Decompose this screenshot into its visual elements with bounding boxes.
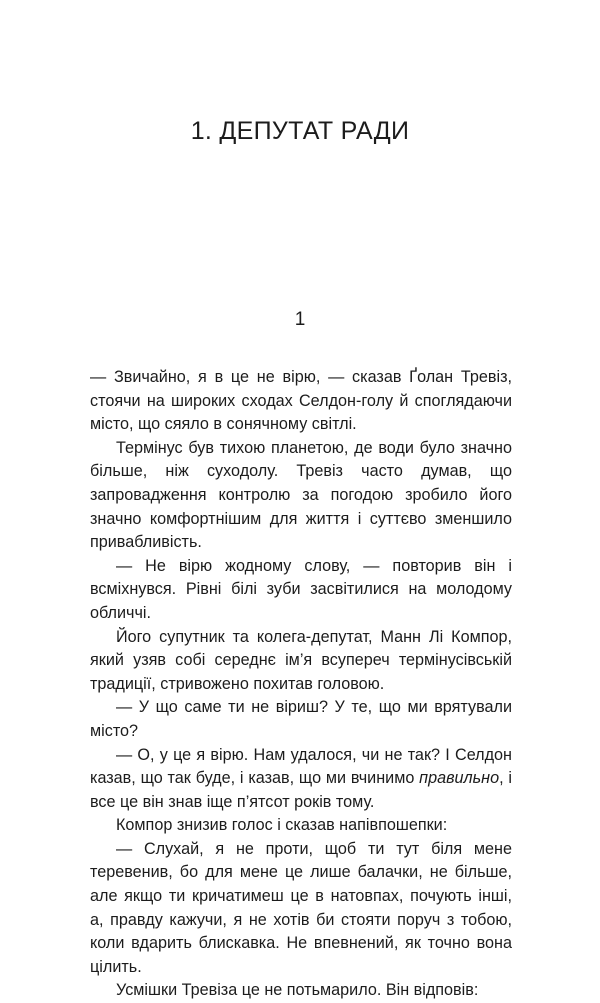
paragraph: — Слухай, я не проти, щоб ти тут біля мене теревенив, бо для мене це лише балачки, не більше, але якщо ти кричатимеш це в натовпах, почують інші, а, правду кажучи, я не хотів би стояти поруч з тобою, коли вдарить блискавка. Не впевнений, як точно вона цілить. xyxy=(90,839,512,976)
paragraph-text: , і все це він знав іще п’ятсот років тому. xyxy=(90,769,513,811)
paragraph: — Звичайно, я в це не вірю, — сказав Ґолан Тревіз, стоячи на широких сходах Селдон-голу й споглядаючи місто, що сяяло в сонячному світлі. xyxy=(90,368,512,434)
paragraph xyxy=(90,744,512,815)
body-text xyxy=(90,366,512,1003)
paragraph: — У що саме ти не віриш? У те, що ми врятували місто? xyxy=(90,698,512,740)
paragraph-text: — О, у це я вірю. Нам удалося, чи не так? І Селдон казав, що так буде, і казав, що ми вчинимо xyxy=(90,745,512,788)
chapter-title: 1. ДЕПУТАТ РАДИ xyxy=(190,117,410,145)
paragraph: — Не вірю жодному слову, — повторив він і всміхнувся. Рівні білі зуби засвітилися на молодому обличчі. xyxy=(90,556,512,622)
paragraph: Термінус був тихою планетою, де води було значно більше, ніж суходолу. Тревіз часто думав, що запровадження контролю за погодою зробило його значно комфортнішим для життя і суттєво зменшило привабливість. xyxy=(90,438,512,552)
section-number: 1 xyxy=(294,309,306,330)
paragraph: Компор знизив голос і сказав напівпошепки: xyxy=(116,816,448,835)
paragraph: Його супутник та колега-депутат, Манн Лі Компор, який узяв собі середнє ім’я всупереч термінусівській традиції, стривожено похитав головою. xyxy=(90,627,512,693)
paragraph: Усмішки Тревіза це не потьмарило. Він відповів: xyxy=(116,981,479,1000)
emphasis-text: правильно xyxy=(419,769,500,788)
